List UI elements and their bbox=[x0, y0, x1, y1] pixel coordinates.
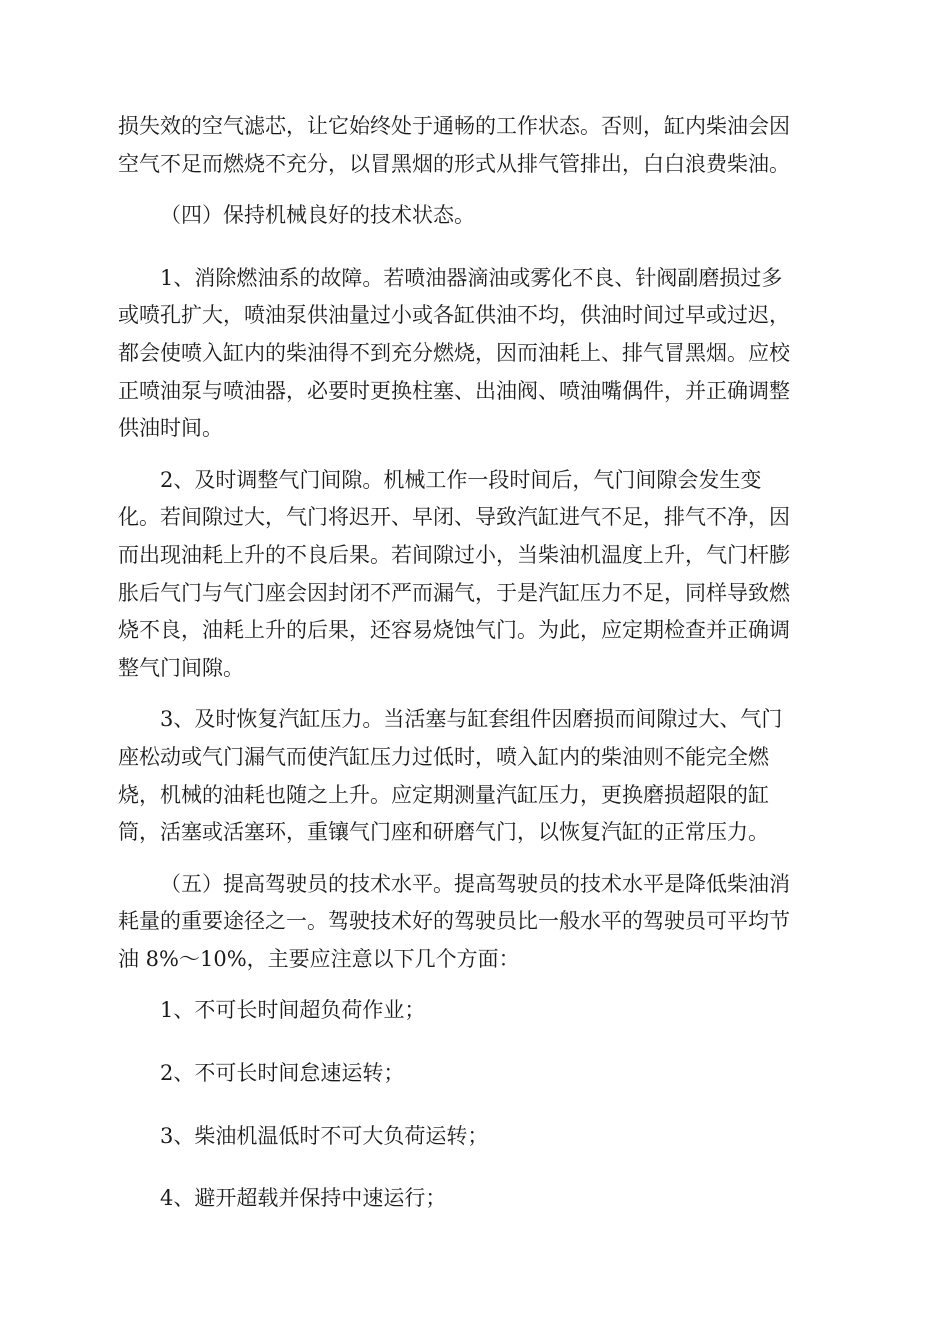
text-line: 油 8%～10%，主要应注意以下几个方面： bbox=[118, 946, 520, 971]
text-line: 1、消除燃油系的故障。若喷油器滴油或雾化不良、针阀副磨损过多 bbox=[160, 265, 783, 290]
text-line: 3、柴油机温低时不可大负荷运转； bbox=[160, 1123, 489, 1148]
text-line: 整气门间隙。 bbox=[118, 655, 244, 680]
text-line: 1、不可长时间超负荷作业； bbox=[160, 998, 426, 1023]
list-item bbox=[118, 1180, 838, 1218]
text-line: 筒，活塞或活塞环，重镶气门座和研磨气门，以恢复汽缸的正常压力。 bbox=[118, 820, 769, 845]
text-line: 烧，机械的油耗也随之上升。应定期测量汽缸压力，更换磨损超限的缸 bbox=[118, 782, 769, 807]
text-line: （五）提高驾驶员的技术水平。提高驾驶员的技术水平是降低柴油消 bbox=[160, 871, 790, 896]
section-heading-five bbox=[118, 866, 838, 979]
text-line: 胀后气门与气门座会因封闭不严而漏气，于是汽缸压力不足，同样导致燃 bbox=[118, 580, 790, 605]
text-line: 耗量的重要途径之一。驾驶技术好的驾驶员比一般水平的驾驶员可平均节 bbox=[118, 909, 790, 934]
text-line: 2、及时调整气门间隙。机械工作一段时间后，气门间隙会发生变 bbox=[160, 467, 762, 492]
text-line: 4、避开超载并保持中速运行； bbox=[160, 1186, 447, 1211]
text-line: 烧不良，油耗上升的后果，还容易烧蚀气门。为此，应定期检查并正确调 bbox=[118, 618, 790, 643]
paragraph-air-filter bbox=[118, 108, 838, 183]
paragraph-valve-clearance bbox=[118, 462, 838, 688]
text-line: 或喷孔扩大，喷油泵供油量过小或各缸供油不均，供油时间过早或过迟， bbox=[118, 303, 790, 328]
text-line: 都会使喷入缸内的柴油得不到充分燃烧，因而油耗上、排气冒黑烟。应校 bbox=[118, 340, 790, 365]
text-line: 化。若间隙过大，气门将迟开、早闭、导致汽缸进气不足，排气不净，因 bbox=[118, 505, 790, 530]
text-line: 3、及时恢复汽缸压力。当活塞与缸套组件因磨损而间隙过大、气门 bbox=[160, 707, 783, 732]
section-heading-four bbox=[118, 197, 838, 235]
text-line: 空气不足而燃烧不充分，以冒黑烟的形式从排气管排出，白白浪费柴油。 bbox=[118, 151, 790, 176]
list-item bbox=[118, 1118, 838, 1156]
document-body bbox=[118, 108, 838, 1243]
text-line: （四）保持机械良好的技术状态。 bbox=[160, 203, 475, 228]
paragraph-cylinder-pressure bbox=[118, 701, 838, 851]
text-line: 供油时间。 bbox=[118, 416, 223, 441]
text-line: 座松动或气门漏气而使汽缸压力过低时，喷入缸内的柴油则不能完全燃 bbox=[118, 744, 769, 769]
text-line: 正喷油泵与喷油器，必要时更换柱塞、出油阀、喷油嘴偶件，并正确调整 bbox=[118, 378, 790, 403]
list-item bbox=[118, 992, 838, 1030]
text-line: 损失效的空气滤芯，让它始终处于通畅的工作状态。否则，缸内柴油会因 bbox=[118, 114, 790, 138]
text-line: 2、不可长时间怠速运转； bbox=[160, 1061, 405, 1086]
text-line: 而出现油耗上升的不良后果。若间隙过小，当柴油机温度上升，气门杆膨 bbox=[118, 542, 790, 567]
list-item bbox=[118, 1055, 838, 1093]
paragraph-fuel-system bbox=[118, 260, 838, 448]
